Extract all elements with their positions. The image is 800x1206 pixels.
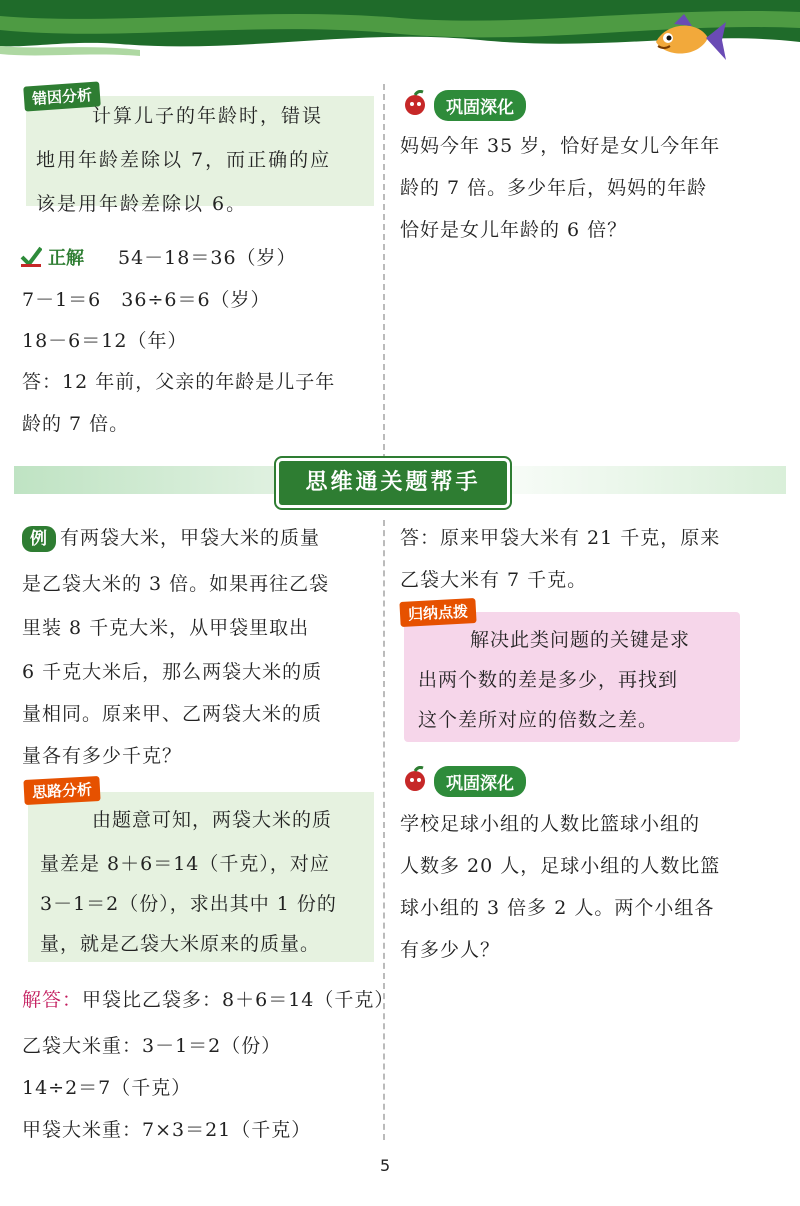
apple-icon (400, 90, 430, 116)
solution-line: 7－1＝6 36÷6＝6（岁） (22, 289, 271, 311)
consolidate-problem-line: 学校足球小组的人数比篮球小组的 (400, 813, 701, 835)
consolidate-problem-line: 有多少人？ (400, 939, 501, 961)
example-line: 6 千克大米后，那么两袋大米的质 (22, 661, 323, 683)
consolidate-problem-line: 妈妈今年 35 岁，恰好是女儿今年年 (400, 135, 721, 157)
consolidate-label: 巩固深化 (434, 90, 526, 121)
answer-line: 解答：甲袋比乙袋多：8＋6＝14（千克） (22, 989, 395, 1011)
thinking-line: 3－1＝2（份），求出其中 1 份的 (40, 893, 337, 915)
summary-line: 出两个数的差是多少，再找到 (418, 669, 679, 691)
thinking-line: 量，就是乙袋大米原来的质量。 (40, 933, 321, 955)
column-divider (383, 520, 385, 1140)
answer-label: 解答： (22, 989, 83, 1011)
error-analysis-label: 错因分析 (23, 81, 101, 111)
error-analysis-line: 计算儿子的年龄时，错误 (92, 105, 324, 127)
error-analysis-line: 该是用年龄差除以 6。 (36, 193, 248, 215)
example-line: 量相同。原来甲、乙两袋大米的质 (22, 703, 323, 725)
example-line: 量各有多少千克？ (22, 745, 183, 767)
consolidate-problem-line: 龄的 7 倍。多少年后，妈妈的年龄 (400, 177, 708, 199)
column-divider (383, 84, 385, 460)
checkmark-icon (20, 245, 42, 267)
consolidate-label: 巩固深化 (434, 766, 526, 797)
correct-label: 正解 (48, 248, 84, 269)
thinking-label: 思路分析 (23, 776, 100, 805)
solution-line: 龄的 7 倍。 (22, 413, 130, 435)
error-analysis-line: 地用年龄差除以 7，而正确的应 (36, 149, 332, 171)
section-banner-title: 思维通关题帮手 (276, 458, 510, 508)
summary-line: 解决此类问题的关键是求 (470, 629, 691, 651)
example-line: 里装 8 千克大米，从甲袋里取出 (22, 617, 310, 639)
answer-line: 14÷2＝7（千克） (22, 1077, 192, 1099)
answer-line: 乙袋大米重：3－1＝2（份） (22, 1035, 282, 1057)
answer-line: 甲袋大米重：7×3＝21（千克） (22, 1119, 312, 1141)
thinking-line: 量差是 8＋6＝14（千克），对应 (40, 853, 330, 875)
consolidate-problem-line: 球小组的 3 倍多 2 人。两个小组各 (400, 897, 715, 919)
correct-first-line: 54－18＝36（岁） (118, 247, 297, 269)
consolidate-problem-line: 人数多 20 人，足球小组的人数比篮 (400, 855, 721, 877)
apple-icon (400, 766, 430, 792)
example-line: 例 有两袋大米，甲袋大米的质量 (22, 526, 320, 552)
page-number: 5 (380, 1156, 391, 1175)
solution-line: 18－6＝12（年） (22, 330, 188, 352)
summary-label: 归纳点拨 (399, 598, 476, 627)
thinking-line: 由题意可知，两袋大米的质 (92, 809, 333, 831)
example-line: 是乙袋大米的 3 倍。如果再往乙袋 (22, 573, 330, 595)
summary-line: 这个差所对应的倍数之差。 (418, 709, 659, 731)
answer-continuation-line: 乙袋大米有 7 千克。 (400, 569, 588, 591)
fish-mascot-icon (648, 14, 728, 66)
answer-continuation-line: 答：原来甲袋大米有 21 千克，原来 (400, 527, 721, 549)
solution-line: 答：12 年前，父亲的年龄是儿子年 (22, 371, 336, 393)
consolidate-problem-line: 恰好是女儿年龄的 6 倍？ (400, 219, 628, 241)
example-badge: 例 (22, 526, 56, 552)
